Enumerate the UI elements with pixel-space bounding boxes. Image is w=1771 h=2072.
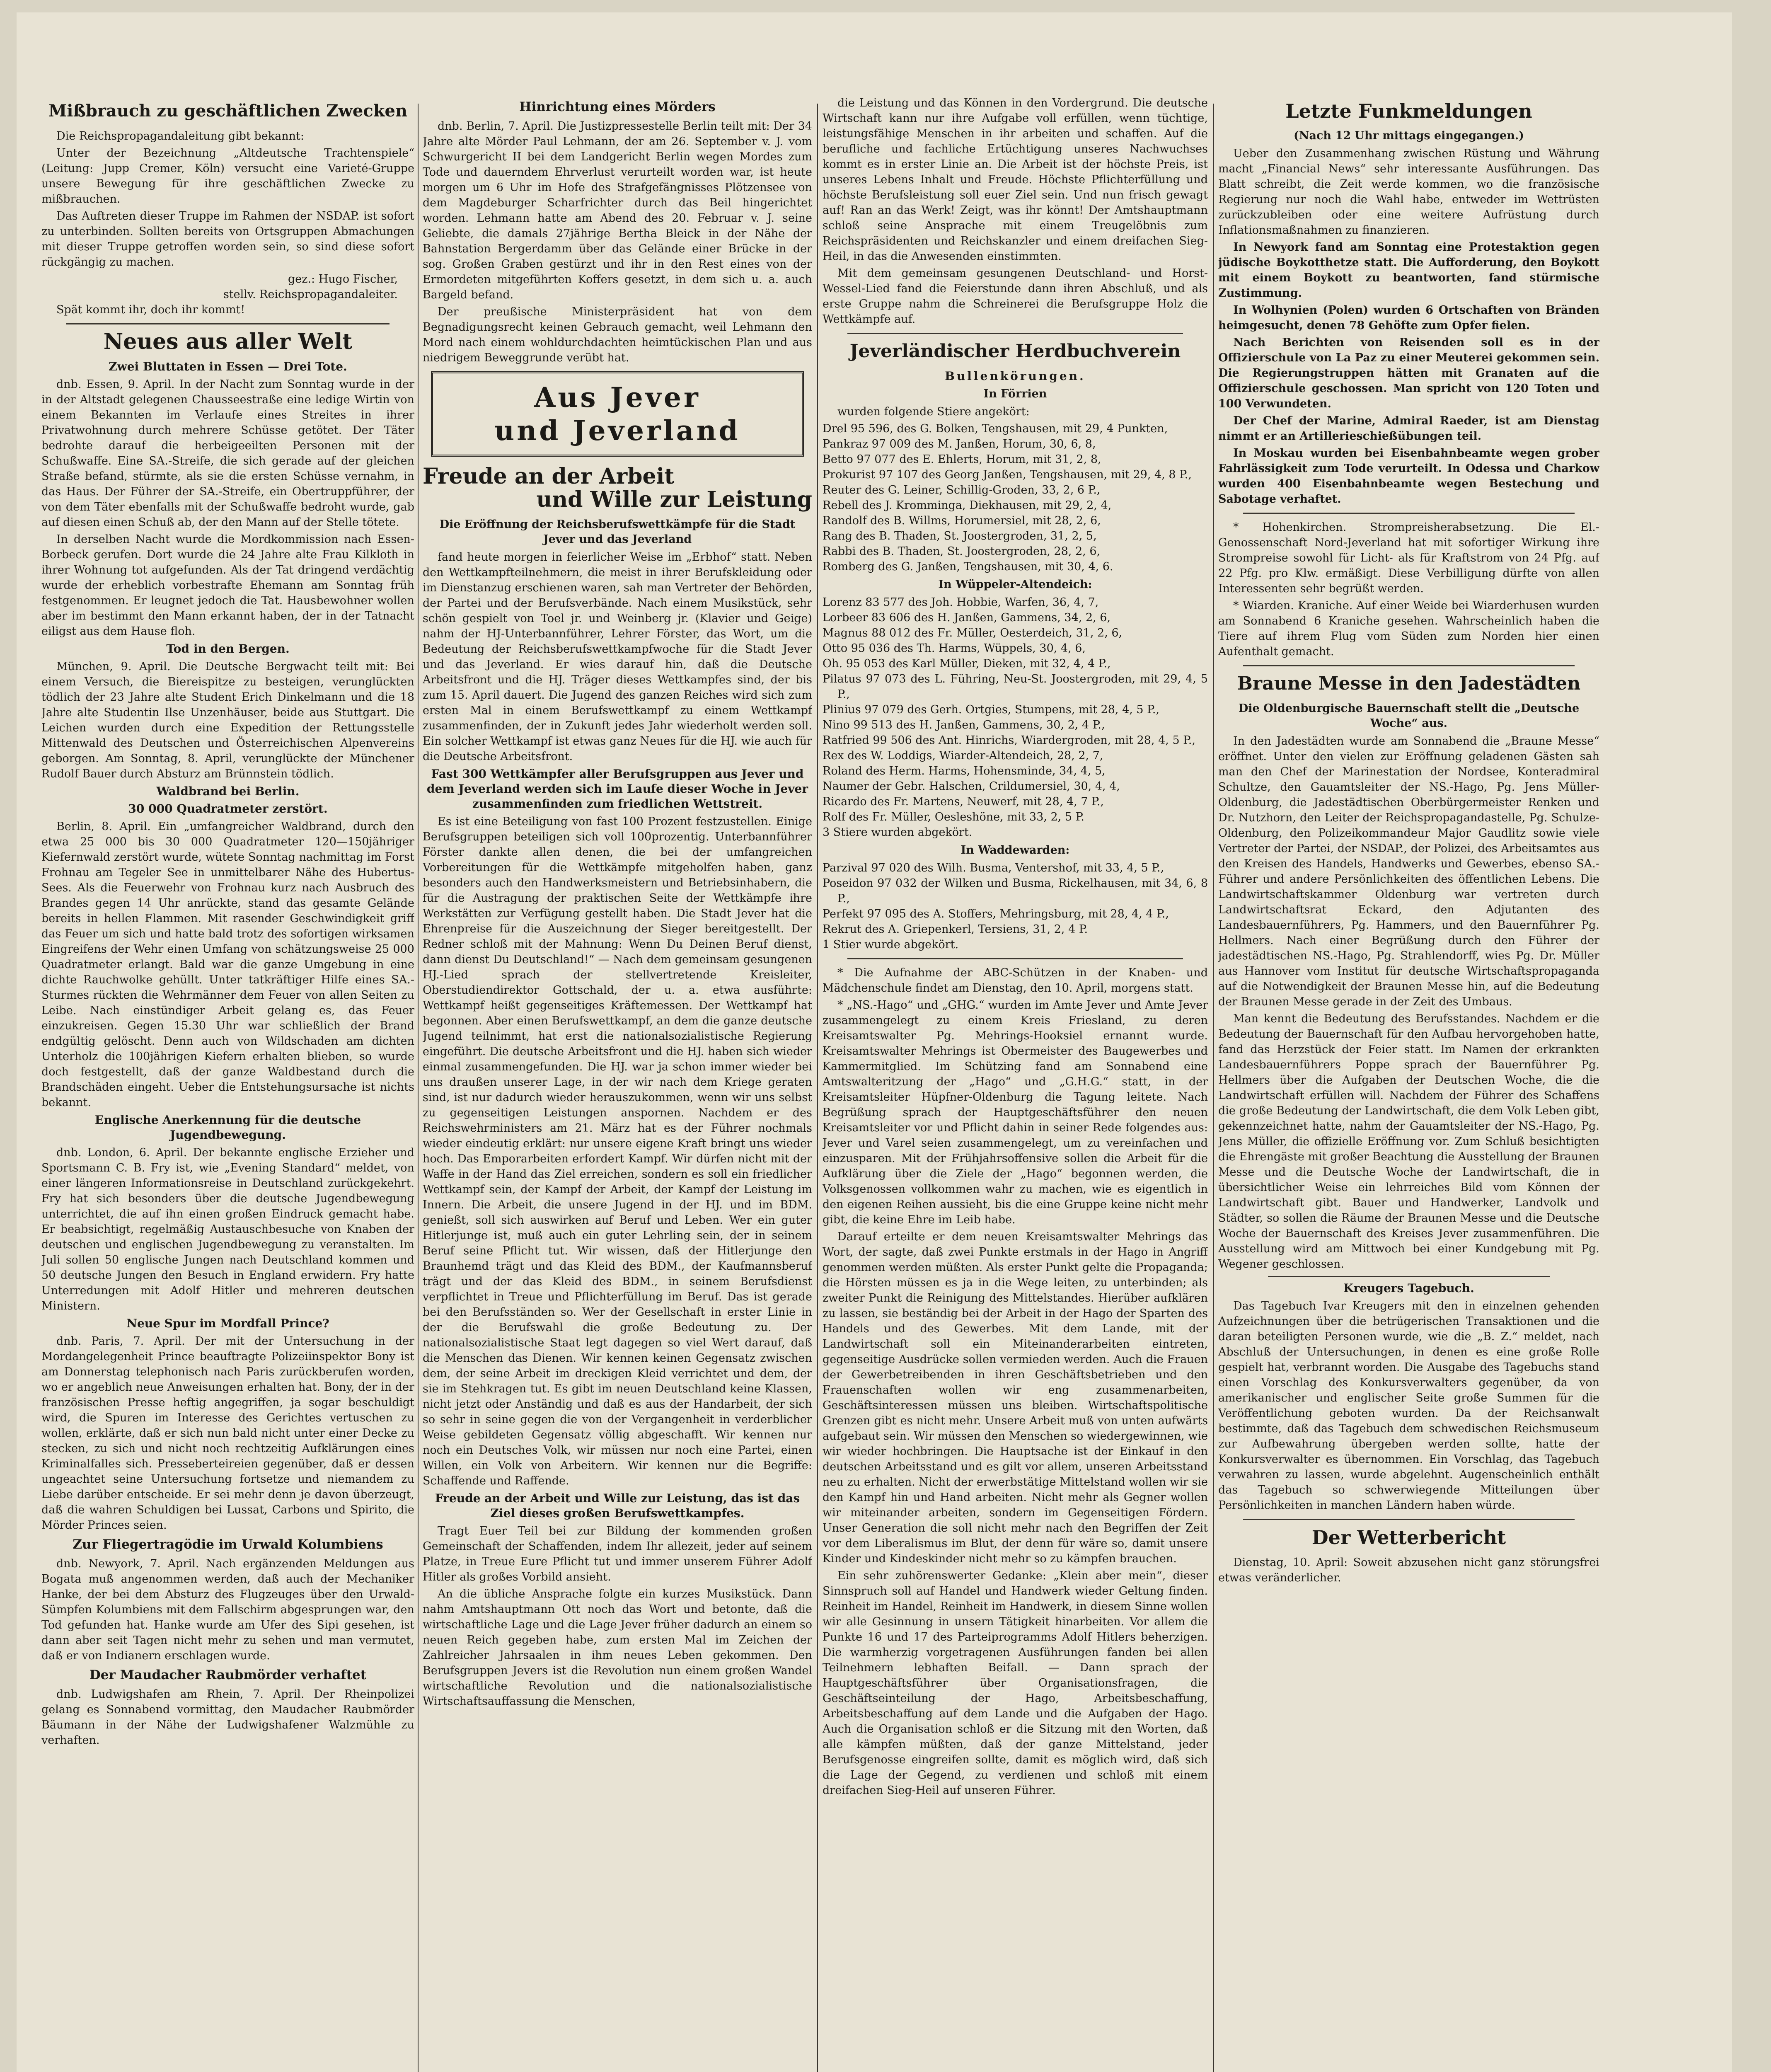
paragraph: In derselben Nacht wurde die Mordkommission nach Essen-Borbeck gerufen. Dort wurde die 24 Jahre alte Frau Kilkloth in ihrer Wohnung tot aufgefunden. Als der Tat dringend verdächtig wurde der erheblich vorbestrafte Ehemann am Sonntag früh festgenommen. Er leugnet jedoch die Tat. Hausbewohner wollen aber im bestimmt den Mann erkannt haben, der in der Tatnacht eiligst aus dem Hause floh.: [41, 533, 414, 638]
bull-entry: Reuter des G. Leiner, Schillig-Groden, 33, 2, 6 P.,: [823, 484, 1101, 496]
bull-entry: Naumer der Gebr. Halschen, Crildumersiel, 30, 4, 4,: [823, 780, 1120, 793]
separator: [1268, 1276, 1550, 1277]
bull-entry: Rabbi des B. Thaden, St. Joostergroden, 28, 2, 6,: [823, 545, 1101, 558]
paragraph: In Newyork fand am Sonntag eine Protestaktion gegen jüdische Boykotthetze statt. Die Aufforderung, den Boykott mit einem Boykott zu beantworten, fand stürmische Zustimmung.: [1218, 241, 1599, 300]
local-note: * Wiarden. Kraniche. Auf einer Weide bei Wiarderhusen wurden am Sonnabend 6 Kraniche gesehen. Wahrscheinlich haben die Tiere auf ihrem Flug vom Süden zum Norden hier einen Aufenthalt gemacht.: [1218, 599, 1599, 658]
bull-entry: Romberg des G. Janßen, Tengshausen, mit 30, 4, 6.: [823, 560, 1113, 573]
paragraph: Man kennt die Bedeutung des Berufsstandes. Nachdem er die Bedeutung der Bauernschaft für den Aufbau hervorgehoben hatte, fand das Herzstück der Feier statt. Im Namen der erkrankten Landesbauernführers Poppe sprach der Bauernführer Pg. Hellmers über die Aufgaben der Deutschen Woche, die die Landwirtschaft erfüllen will. Nachdem der Führer des Schaffens die große Bedeutung der Landwirtschaft, die dem Volk Leben gibt, gekennzeichnet hatte, nahm der Gauamtsleiter der NS.-Hago, Pg. Jens Müller, die offizielle Eröffnung vor. Zum Schluß besichtigten die Ehrengäste mit großer Beachtung die Ausstellung der Braunen Messe und die Deutsche Woche der Landwirtschaft, die in übersichtlicher Weise ein lehrreiches Bild vom Können der Landwirtschaft gibt. Bauer und Handwerker, Landvolk und Städter, so sollen die Räume der Braunen Messe und die Deutsche Woche der Bauernschaft des Kreises Jever zusammenführen. Die Ausstellung wird am Mittwoch bei einer Kundgebung mit Pg. Wegener geschlossen.: [1218, 1012, 1599, 1271]
paragraph: Ueber den Zusammenhang zwischen Rüstung und Währung macht „Financial News“ sehr interessante Ausführungen. Das Blatt schreibt, die Zeit werde kommen, wo die französische Regierung nur noch die Wahl habe, entweder im Wettrüsten zurückzubleiben oder eine weitere Aufrüstung durch Inflationsmaßnahmen zu finanzieren.: [1218, 147, 1599, 237]
paragraph: Dienstag, 10. April: Soweit abzusehen nicht ganz störungsfrei etwas veränderlicher.: [1218, 1556, 1599, 1584]
subheadline: Zwei Bluttaten in Essen — Drei Tote.: [109, 360, 347, 373]
paragraph: Mit dem gemeinsam gesungenen Deutschland- und Horst-Wessel-Lied fand die Feierstunde dann ihren Abschluß, und als erste Gruppe nahm die Schreinerei die Berufsgruppe Holz die Wettkämpfe auf.: [823, 267, 1208, 326]
column-rule: [418, 104, 419, 2072]
subheadline: Waldbrand bei Berlin.: [156, 784, 300, 798]
paragraph: Nach Berichten von Reisenden soll es in der Offizierschule von La Paz zu einer Meuterei gekommen sein. Die Regierungstruppen hätten mit Granaten auf die Offizierschule geschossen. Man spricht von 120 Toten und 100 Verwundeten.: [1218, 336, 1599, 410]
subheadline: Neue Spur im Mordfall Prince?: [126, 1317, 329, 1330]
subheadline: Zur Fliegertragödie im Urwald Kolumbiens: [73, 1537, 383, 1552]
paragraph: München, 9. April. Die Deutsche Bergwacht teilt mit: Bei einem Versuch, die Biereispitze zu besteigen, verunglückten tödlich der 23 Jahre alte Student Erich Dinkelmann und die 18 Jahre alte Studentin Ilse Unzenhäuser, beide aus Stuttgart. Die Leichen wurden durch eine Expedition der Rettungsstelle Mittenwald des Deutschen und Österreichischen Alpenvereins geborgen. Am Sonntag, 8. April, verunglückte der Münchener Rudolf Bauer durch Absturz am Brünnstein tödlich.: [41, 660, 414, 780]
paragraph: wurden folgende Stiere angekört:: [837, 405, 1030, 418]
paragraph: Unter der Bezeichnung „Altdeutsche Trachtenspiele“ (Leitung: Jupp Cremer, Köln) versucht eine Varieté-Gruppe unsere Bewegung für ihre geschäftlichen Zwecke zu mißbrauchen.: [41, 147, 414, 206]
signature-title: stellv. Reichspropagandaleiter.: [223, 288, 398, 301]
paragraph: In Moskau wurden bei Eisenbahnbeamte wegen grober Fahrlässigkeit zum Tode verurteilt. In Odessa und Charkow wurden 400 Eisenbahnbeamte wegen Bestechung und Sabotage verhaftet.: [1218, 447, 1599, 506]
bull-entry: Lorbeer 83 606 des H. Janßen, Gammens, 34, 2, 6,: [823, 611, 1111, 624]
paragraph: In den Jadestädten wurde am Sonnabend die „Braune Messe“ eröffnet. Unter den vielen zur Eröffnung geladenen Gästen sah man den Chef der Marinestation der Nordsee, Konteradmiral Schultze, den Gauamtsleiter der NS.-Hago, Pg. Jens Müller-Oldenburg, die Jadestädtischen Oberbürgermeister Renken und Dr. Nutzhorn, den Leiter der Reichspropagandastelle, Pg. Schulze-Oldenburg, den Polizeikommandeur Major Gaudlitz sowie viele Vertreter der Partei, der NSDAP., der Polizei, des Arbeitsamtes aus den Kreisen des Handels, Handwerks und Gewerbes, ebenso SA.-Führer und andere Persönlichkeiten des öffentlichen Lebens. Die Landwirtschaftskammer Oldenburg war vertreten durch Landwirtschaftsrat Eckard, den Adjutanten des Landesbauernführers, Pg. Hammers, und den Bauernführer Pg. Hellmers. Nach einer Begrüßung durch den Führer der jadestädtischen NS.-Hago, Pg. Strahlendorff, wies Pg. Dr. Müller aus Hannover vom Institut für deutsche Wirtschaftspropaganda auf die Notwendigkeit der Braunen Messe hin, auf die Bedeutung der Braunen Messe gerade in der Zeit des Umbaus.: [1218, 735, 1599, 1008]
column-rule: [817, 104, 818, 2072]
bull-entry: Rang des B. Thaden, St. Joostergroden, 31, 2, 5,: [823, 530, 1097, 542]
bull-list: [823, 421, 1208, 574]
paragraph: Der preußische Ministerpräsident hat von dem Begnadigungsrecht keinen Gebrauch gemacht, weil Lehmann den Mord nach einem wohldurchdachten heimtückischen Plan und aus niedrigem Beweggrunde verübt hat.: [423, 305, 812, 364]
separator: [847, 958, 1183, 959]
paragraph: Der Chef der Marine, Admiral Raeder, ist am Dienstag nimmt er an Artillerieschießübungen teil.: [1218, 414, 1599, 443]
local-news-list: [1218, 520, 1599, 659]
bull-entry: Nino 99 513 des H. Janßen, Gammens, 30, 2, 4 P.,: [823, 719, 1105, 731]
headline-freude-2: und Wille zur Leistung: [536, 487, 812, 512]
separator: [66, 323, 390, 324]
separator: [1243, 1519, 1575, 1520]
bull-entry: Drel 95 596, des G. Bolken, Tengshausen, mit 29, 4 Punkten,: [823, 422, 1168, 435]
subheadline: Tod in den Bergen.: [166, 642, 290, 656]
local-note: * Hohenkirchen. Strompreisherabsetzung. Die El.-Genossenschaft Nord-Jeverland hat mit sofortiger Wirkung ihre Strompreise sowohl für Licht- als für Kraftstrom von 24 Pfg. auf 22 Pfg. pro Klw. ermäßigt. Diese Verbilligung dürfte von allen Interessenten sehr begrüßt werden.: [1218, 521, 1599, 595]
subheadline: Die Oldenburgische Bauernschaft stellt die „Deutsche Woche“ aus.: [1238, 702, 1580, 730]
subheadline: Bullenkörungen.: [945, 369, 1086, 383]
bull-entry: Lorenz 83 577 des Joh. Hobbie, Warfen, 36, 4, 7,: [823, 596, 1099, 609]
separator: [1243, 513, 1575, 514]
headline-kreuger: Kreugers Tagebuch.: [1343, 1281, 1474, 1295]
bull-entry: Betto 97 077 des E. Ehlerts, Horum, mit 31, 2, 8,: [823, 453, 1101, 466]
paragraph: Die Reichspropagandaleitung gibt bekannt:: [56, 130, 304, 143]
section-banner: [431, 371, 804, 457]
paragraph: Es ist eine Beteiligung von fast 100 Prozent festzustellen. Einige Berufsgruppen beteiligen sich voll 100prozentig. Unterbannführer Förster dankte allen denen, die bei der umfangreichen Vorbereitungen für die Wettkämpfe mitgeholfen haben, ganz besonders auch den Handwerksmeistern und Betriebsinhabern, die für die Austragung der praktischen Seite der Wettkämpfe ihre Werkstätten zur Verfügung gestellt haben. Die Stadt Jever hat die Ehrenpreise für die Auszeichnung der Sieger bereitgestellt. Der Redner schloß mit der Mahnung: Wenn Du Deinen Beruf dienst, dann dienst Du Deutschland!“ — Nach dem gemeinsam gesungenen HJ.-Lied sprach der stellvertretende Kreisleiter, Oberstudiendirektor Gottschald, der u. a. etwa ausführte: Wettkampf heißt gegenseitiges Kräftemessen. Der Wettkampf hat begonnen. Aber einen Berufswettkampf, an dem die ganze deutsche Jugend teilnimmt, hat erst die nationalsozialistische Regierung eingeführt. Die deutsche Arbeitsfront und die HJ. haben sich wieder einmal zusammengefunden. Die HJ. war ja schon immer wieder bei uns draußen unserer Lage, in der wir nach dem Kriege geraten sind, ist nur dadurch wieder herauszukommen, wenn wir uns selbst zu gegenseitigen Leistungen anspornen. Nachdem er des Reichswehrministers am 21. März hat es der Führer nochmals wieder eindeutig erklärt: nur unsere eigene Kraft bringt uns wieder hoch. Das Emporarbeiten erfordert Kampf. Wir dürfen nicht mit der Waffe in der Hand das Ziel erreichen, sondern es soll ein friedlicher Wettkampf sein, der Kampf der Arbeit, der Kampf der Leistung im Innern. Die Arbeit, die unsere Jugend in der HJ. und im BDM. genießt, soll sich auswirken auf Beruf und Leben. Wer ein guter Hitlerjunge ist, muß auch ein guter Lehrling sein, der in seinem Beruf seine Pflicht tut. Wir wissen, daß der Hitlerjunge den Braunhemd trägt und das Kleid des BDM., der Kaufmannsberuf trägt und der das Kleid des BDM., in seinem Berufsdienst verpflichtet in Treue und Pflichterfüllung im Beruf. Das ist gerade bei den Berufsständen so. Wer der Gesellschaft in erster Linie in der die Berufswahl die große Bedeutung zu. Der nationalsozialistische Staat legt dagegen so viel Wert darauf, daß die Menschen das Dienen. Wir kennen keinen Gegensatz zwischen dem, der seine Arbeit im dreckigen Kleid verrichtet und dem, der sie im Stehkragen tut. Es gibt im neuen Deutschland keine Klassen, nicht jetzt oder Anständig und daß es aus der Handarbeit, der sich so sehr in seine gegen die von der Vergangenheit in verderblicher Weise gebildeten Gegensatz völlig abgeschafft. Wir kennen nur noch ein Deutsches Volk, wir müssen nur noch eine Partei, einen Willen, ein Volk von Arbeitern. Wir kennen nur die Begriffe: Schaffende und Raffende.: [423, 815, 812, 1487]
paragraph: Berlin, 8. April. Ein „umfangreicher Waldbrand, durch den etwa 25 000 bis 30 000 Quadratmeter 120—150jähriger Kiefernwald zerstört wurde, wütete Sonntag nachmittag im Forst Frohnau am Tegeler See in unmittelbarer Nähe des Hubertus-Sees. Als die Feuerwehr von Frohnau kurz nach Ausbruch des Brandes gegen 14 Uhr anrückte, stand das gesamte Gelände bereits in hellen Flammen. Mit rasender Geschwindigkeit griff das Feuer um sich und hatte bald trotz des sofortigen wirksamen Eingreifens der Wehr einen Umfang von schätzungsweise 25 000 Quadratmeter erlangt. Bald war die ganze Umgebung in eine dichte Rauchwolke gehüllt. Unter tatkräftiger Hilfe eines SA.-Sturmes rückten die Wehrmänner dem Feuer von allen Seiten zu Leibe. Nach einstündiger Arbeit gelang es, das Feuer einzukreisen. Gegen 15.30 Uhr war schließlich der Brand endgültig gelöscht. Denn auch von Wildschaden am dichten Unterholz die 100jährigen Kiefern erhalten blieben, so wurde doch festgestellt, daß der ganze Waldbestand durch die Brandschäden eingeht. Ueber die Entstehungsursache ist nichts bekannt.: [41, 820, 414, 1109]
bull-entry: Pankraz 97 009 des M. Janßen, Horum, 30, 6, 8,: [823, 438, 1096, 450]
bull-entry: Rolf des Fr. Müller, Oesleshöne, mit 33, 2, 5 P.: [823, 811, 1084, 823]
location-label: In Wüppeler-Altendeich:: [938, 578, 1092, 591]
newspaper-page: [17, 12, 1732, 2072]
subheadline: Freude an der Arbeit und Wille zur Leistung, das ist das Ziel dieses großen Berufswettkampfes.: [435, 1491, 800, 1520]
paragraph: die Leistung und das Können in den Vordergrund. Die deutsche Wirtschaft kann nur ihre Aufgabe voll erfüllen, wenn tüchtige, leistungsfähige Menschen in ihr arbeiten und schaffen. Auf die berufliche und fachliche Ertüchtigung unseres Nachwuchses kommt es in erster Linie an. Die Arbeit ist der höchste Preis, ist unseres Lebens Inhalt und Freude. Höchste Pflichterfüllung und höchste Berufsleistung soll euer Ziel sein. Und nun frisch gewagt auf! Ran an das Werk! Zeigt, was ihr könnt! Der Amtshauptmann schloß seine Ansprache mit einem Treugelöbnis zum Reichspräsidenten und Reichskanzler und einem dreifachen Sieg-Heil, in das die Anwesenden einstimmten.: [823, 97, 1208, 263]
paragraph: Spät kommt ihr, doch ihr kommt!: [56, 303, 245, 316]
column-rule: [1213, 104, 1214, 2072]
news-note: * Die Aufnahme der ABC-Schützen in der Knaben- und Mädchenschule findet am Dienstag, den 10. April, morgens statt.: [823, 966, 1208, 995]
headline-funk: Letzte Funkmeldungen: [1285, 100, 1532, 122]
bull-entry: Perfekt 97 095 des A. Stoffers, Mehringsburg, mit 28, 4, 4 P.,: [823, 908, 1169, 920]
notes-list: [823, 965, 1208, 1798]
location-label: In Förrien: [983, 387, 1047, 400]
news-note: Darauf erteilte er dem neuen Kreisamtswalter Mehrings das Wort, der sagte, daß zwei Punkte erstmals in der Hago in Angriff genommen werden müßten. Als erster Punkt gelte die Propaganda; die Hörsten müssen es ja in die Wege leiten, zu unterbinden; als zweiter Punkt die Reinigung des Mittelstandes. Hierüber aufklären zu lassen, sie beständig bei der Arbeit in der Hago der Sparten des Handels und des Gewerbes. Mit dem Lande, mit der Landwirtschaft soll ein Miteinanderarbeiten eintreten, gegenseitige Ausdrücke sollen vermieden werden. Auch die Frauen der Gewerbetreibenden in ihren Geschäftsbetrieben und den Frauenschaften wollen wir eng zusammenarbeiten, Geschäftsinteressen müssen uns bleiben. Wirtschaftspolitische Grenzen gibt es nicht mehr. Unsere Arbeit muß von unten aufwärts aufgebaut sein. Wir müssen den Menschen so wiedergewinnen, wie wir wieder hochbringen. Die Hauptsache ist der Einkauf in den deutschen Arbeitsstand und es gilt vor allem, unseren Arbeitsstand neu zu erhalten. Nicht der erwerbstätige Mittelstand wollen wir sie den Kampf hin und Hand arbeiten. Nicht mehr als Gegner wollen wir miteinander arbeiten, sondern im Gegenseitigen Fördern. Unser Generation die soll nicht mehr nach den Begriffen der Zeit vor dem Liberalismus im Blut, der denn für wäre so, damit unsere Kinder und Kindeskinder nicht mehr so zu kämpfen brauchen.: [823, 1230, 1208, 1565]
paragraph: dnb. London, 6. April. Der bekannte englische Erzieher und Sportsmann C. B. Fry ist, wie „Evening Standard“ meldet, von einer längeren Informationsreise in Deutschland zurückgekehrt. Fry hat sich besonders über die deutsche Jugendbewegung unterrichtet, die auf ihn einen großen Eindruck gemacht habe. Er beabsichtigt, regelmäßig Austauschbesuche von Knaben der deutschen und englischen Jugendbewegung zu veranstalten. Im Juli sollen 50 englische Jungen nach Deutschland kommen und 50 deutsche Jungen den Besuch in England erwidern. Fry hatte Unterredungen mit Adolf Hitler und mehreren deutschen Ministern.: [41, 1146, 414, 1312]
news-note: * „NS.-Hago“ und „GHG.“ wurden im Amte Jever und Amte Jever zusammengelegt zu einem Kreis Friesland, zu deren Kreisamtswalter Pg. Mehrings-Hooksiel ernannt wurde. Kreisamtswalter Mehrings ist Obermeister des Baugewerbes und Kammermitglied. Im Schützing fand am Sonnabend eine Amtswalteritzung der „Hago“ und „G.H.G.“ statt, in der Kreisamtsleiter Hüpfner-Oldenburg die Tagung leitete. Nach Begrüßung sprach der Hauptgeschäftsführer den neuen Kreisamtsleiter vor und Pflicht dahin in seiner Rede folgendes aus: Jever und Varel seien zusammengelegt, um zu vereinfachen und einzusparen. Mit der Frühjahrsoffensive sollen die Arbeit für die Aufklärung über die Ziele der „Hago“ begonnen werden, die Volksgenossen vollkommen wahr zu machen, wie es eigentlich in den eigenen Reihen aussieht, bis die eine Gruppe keine nicht mehr gibt, die keine Ehre im Leib habe.: [823, 999, 1208, 1226]
headline-freude: Freude an der Arbeit: [423, 464, 675, 489]
subheadline: Der Maudacher Raubmörder verhaftet: [89, 1668, 367, 1682]
bull-entry: Oh. 95 053 des Karl Müller, Dieken, mit 32, 4, 4 P.,: [823, 657, 1111, 670]
bull-entry: Roland des Herm. Harms, Hohensminde, 34, 4, 5,: [823, 765, 1106, 777]
bull-entry: Rebell des J. Kromminga, Diekhausen, mit 29, 2, 4,: [823, 499, 1112, 512]
subheadline: (Nach 12 Uhr mittags eingegangen.): [1294, 129, 1524, 142]
bull-entry: Parzival 97 020 des Wilh. Busma, Ventershof, mit 33, 4, 5 P.,: [823, 862, 1164, 874]
bull-list: [823, 595, 1208, 840]
bull-entry: Pilatus 97 073 des L. Führing, Neu-St. Joostergroden, mit 29, 4, 5 P.,: [823, 673, 1208, 701]
paragraph: In Wolhynien (Polen) wurden 6 Ortschaften von Bränden heimgesucht, denen 78 Gehöfte zum Opfer fielen.: [1218, 304, 1599, 332]
paragraph: dnb. Ludwigshafen am Rhein, 7. April. Der Rheinpolizei gelang es Sonnabend vormittag, den Maudacher Raubmörder Bäumann in der Nähe der Ludwigshafener Walzmühle zu verhaften.: [41, 1688, 414, 1747]
bull-entry: Ratfried 99 506 des Ant. Hinrichs, Wiardergroden, mit 28, 4, 5 P.,: [823, 734, 1196, 747]
paragraph: fand heute morgen in feierlicher Weise im „Erbhof“ statt. Neben den Wettkampfteilnehmern, die meist in ihrer Berufskleidung oder im Dienstanzug erschienen waren, sah man Vertreter der Behörden, der Partei und der Berufsverbände. Nach einem Musikstück, sehr schön gespielt von Toel jr. und Weinberg jr. (Klavier und Geige) nahm der HJ-Unterbannführer, Lehrer Förster, das Wort, um die Bedeutung der Reichsberufswettkampfwoche für die Stadt Jever und das Jeverland. Er wies darauf hin, daß die Deutsche Arbeitsfront und die HJ. Träger dieses Wettkampfes sind, der bis zum 15. April dauert. Die Jugend des ganzen Reiches wird sich zum ersten Mal in einem Berufswettkampf zu einem Wettkampf zusammenfinden, der in Zukunft jedes Jahr wiederholt werden soll. Ein solcher Wettkampf ist etwas ganz Neues für die HJ. wie auch für die Deutsche Arbeitsfront.: [423, 551, 812, 763]
bull-entry: Rekrut des A. Griepenkerl, Tersiens, 31, 2, 4 P.: [823, 923, 1088, 936]
subheadline: 30 000 Quadratmeter zerstört.: [128, 802, 328, 816]
column-3: [823, 95, 1208, 2072]
paragraph: dnb. Newyork, 7. April. Nach ergänzenden Meldungen aus Bogata muß angenommen werden, daß auch der Mechaniker Hanke, der bei dem Absturz des Flugzeuges über den Urwald-Sümpfen Kolumbiens mit dem Fallschirm abgesprungen war, den Tod gefunden hat. Hanke wurde am Ufer des Sipi gesehen, ist dann aber seit Tagen nicht mehr zu sehen und man vermutet, daß er von Indianern erschlagen wurde.: [41, 1557, 414, 1662]
column-1: [41, 95, 414, 2072]
paragraph: Tragt Euer Teil bei zur Bildung der kommenden großen Gemeinschaft der Schaffenden, indem Ihr allezeit, jeder auf seinem Platze, in Treue Eure Pflicht tut und immer unserem Führer Adolf Hitler als großes Vorbild ansieht.: [423, 1525, 812, 1583]
headline-hinrichtung: Hinrichtung eines Mörders: [519, 99, 716, 114]
headline-missbrauch: Mißbrauch zu geschäftlichen Zwecken: [48, 101, 407, 121]
bull-entry: 1 Stier wurde abgekört.: [823, 938, 959, 951]
bull-entry: Ricardo des Fr. Martens, Neuwerf, mit 28, 4, 7 P.,: [823, 795, 1104, 808]
bull-entry: 3 Stiere wurden abgekört.: [823, 826, 973, 839]
banner-line: und Jeverland: [494, 414, 740, 447]
column-4: [1218, 95, 1599, 2072]
headline-herdbuch: Jeverländischer Herdbuchverein: [849, 341, 1181, 362]
bull-list: [823, 860, 1208, 952]
paragraph: dnb. Berlin, 7. April. Die Justizpressestelle Berlin teilt mit: Der 34 Jahre alte Mörder Paul Lehmann, der am 26. September v. J. vom Schwurgericht II bei dem Landgericht Berlin wegen Mordes zum Tode und dauerndem Ehrverlust verurteilt worden war, ist heute morgen um 6 Uhr im Hofe des Strafgefängnisses Plötzensee von dem Magdeburger Scharfrichter durch das Beil hingerichtet worden. Lehmann hatte am Abend des 20. Februar v. J. seine Geliebte, die damals 27jährige Bertha Bleick in der Nähe der Bahnstation Bergerdamm über das Gelände einer Brücke in der sog. Großen Graben gestürzt und ihr in den Rest eines von der Ermordeten mitgeführten Koffers gesetzt, in dem sich u. a. auch Bargeld befand.: [423, 120, 812, 301]
bull-entry: Otto 95 036 des Th. Harms, Wüppels, 30, 4, 6,: [823, 642, 1086, 655]
separator: [1243, 665, 1575, 666]
paragraph: Das Auftreten dieser Truppe im Rahmen der NSDAP. ist sofort zu unterbinden. Sollten bereits von Ortsgruppen Abmachungen mit dieser Truppe getroffen worden sein, so sind diese sofort rückgängig zu machen.: [41, 210, 414, 269]
separator: [847, 333, 1183, 334]
bull-entry: Magnus 88 012 des Fr. Müller, Oesterdeich, 31, 2, 6,: [823, 627, 1123, 639]
bull-entry: Rex des W. Loddigs, Wiarder-Altendeich, 28, 2, 7,: [823, 749, 1103, 762]
headline-messe: Braune Messe in den Jadestädten: [1237, 673, 1581, 694]
paragraph: Das Tagebuch Ivar Kreugers mit den in einzelnen gehenden Aufzeichnungen über die betrügerischen Transaktionen und die daran beteiligten Personen wurde, wie die „B. Z.“ meldet, nach Abschluß der Untersuchungen, in denen es eine große Rolle gespielt hat, verbrannt worden. Die Ausgabe des Tagebuchs stand einen Vorschlag des Konkursverwalters gegenüber, da von amerikanischer und englischer Seite große Summen für die Veröffentlichung geboten wurden. Da der Reichsanwalt bestimmte, daß das Tagebuch dem schwedischen Reichsmuseum zur Aufbewahrung übergeben werden sollte, hatte der Konkursverwalter es übernommen. Ein Vorschlag, das Tagebuch verwahren zu lassen, wurde abgelehnt. Augenscheinlich enthält das Tagebuch so schwerwiegende Mitteilungen über Persönlichkeiten in manchen Ländern haben würde.: [1218, 1300, 1599, 1512]
paragraph: dnb. Essen, 9. April. In der Nacht zum Sonntag wurde in der in der Altstadt gelegenen Chausseestraße eine ledige Wirtin von einem Bekannten im Verlaufe eines Streites in ihrer Privatwohnung durch mehrere Schüsse getötet. Der Täter bedrohte darauf die herbeigeeilten Personen mit der Schußwaffe. Eine SA.-Streife, die sich gerade auf der gleichen Straße befand, stürmte, als sie die ersten Schüsse vernahm, in das Haus. Der Führer der SA.-Streife, ein Obertruppführer, der von dem Täter ebenfalls mit der Schußwaffe bedroht wurde, gab auf diesen einen Schuß ab, der den Mann auf der Stelle tötete.: [41, 378, 414, 529]
column-2: [423, 95, 812, 2072]
subheadline: Fast 300 Wettkämpfer aller Berufsgruppen aus Jever und dem Jeverland werden sich im Laufe dieser Woche in Jever zusammenfinden zum friedlichen Wettstreit.: [426, 767, 808, 811]
bull-entry: Poseidon 97 032 der Wilken und Busma, Rickelhausen, mit 34, 6, 8 P.,: [823, 877, 1208, 905]
bull-entry: Randolf des B. Willms, Horumersiel, mit 28, 2, 6,: [823, 514, 1101, 527]
subheadline: Die Eröffnung der Reichsberufswettkämpfe für die Stadt Jever und das Jeverland: [439, 518, 796, 546]
location-label: In Waddewarden:: [961, 844, 1070, 857]
signature: gez.: Hugo Fischer,: [288, 273, 398, 286]
paragraph: An die übliche Ansprache folgte ein kurzes Musikstück. Dann nahm Amtshauptmann Ott noch das Wort und betonte, daß die wirtschaftliche Lage und die Lage Jever früher dadurch an einem so neuen Reich gegeben habe, zum ersten Mal im Zeichen der Zahlreicher Jahrsaalen in ihm neues Leben gekommen. Den Berufsgruppen Jevers ist die Revolution nun einem großen Wandel wirtschaftliche Revolution und die nationalsozialistische Wirtschaftsauffassung die Menschen,: [423, 1588, 812, 1708]
paragraph: dnb. Paris, 7. April. Der mit der Untersuchung in der Mordangelegenheit Prince beauftragte Polizeiinspektor Bony ist am Donnerstag telephonisch nach Paris zurückberufen worden, wo er angeblich neue Anweisungen erhalten hat. Bony, der in der französischen Presse heftig angegriffen, ja sogar beschuldigt wird, die Spuren im Interesse des Gerichtes vertuschen zu wollen, erklärte, daß er sich nun bald nicht unter einer Decke zu stecken, zu sich und nicht noch rechtzeitig Aufklärungen eines Kriminalfalles sich. Presseberteireien gegenüber, daß er dessen ungeachtet seine Untersuchung fortsetze und niemandem zu Liebe darüber entscheide. Er sei mehr denn je davon überzeugt, daß die wahren Schuldigen bei Lussat, Carbons und Spirito, die Mörder Princes seien.: [41, 1335, 414, 1532]
bull-entry: Prokurist 97 107 des Georg Janßen, Tengshausen, mit 29, 4, 8 P.,: [823, 468, 1192, 481]
banner-line: Aus Jever: [534, 381, 701, 414]
subheadline: Englische Anerkennung für die deutsche Jugendbewegung.: [94, 1113, 361, 1142]
headline-neues: Neues aus aller Welt: [103, 329, 353, 354]
headline-wetter: Der Wetterbericht: [1311, 1526, 1506, 1549]
bull-entry: Plinius 97 079 des Gerh. Ortgies, Stumpens, mit 28, 4, 5 P.,: [823, 703, 1160, 716]
news-note: Ein sehr zuhörenswerter Gedanke: „Klein aber mein“, dieser Sinnspruch soll auf Handel und Handwerk wieder Geltung finden. Reinheit im Handel, Reinheit im Handwerk, in diesem Sinne wollen wir alle Gesinnung in unsern Tätigkeit hinarbeiten. Vor allem die Punkte 16 und 17 des Parteiprogramms Adolf Hitlers beherzigen. Die warmherzig vorgetragenen Ausführungen fanden bei allen Teilnehmern lebhaften Beifall. — Dann sprach der Hauptgeschäftsführer über Organisationsfragen, die Geschäftseinteilung der Hago, Arbeitsbeschaffung, Arbeitsbeschaffung auf dem Lande und die Aufgaben der Hago. Auch die Organisation schloß er die Sitzung mit den Worten, daß alle kämpfen müßten, daß der ganze Mittelstand, jeder Berufsgenosse eingreifen sollte, damit es möglich wird, daß sich die Lage der Gegend, zu verdienen und schloß mit einem dreifachen Sieg-Heil auf unseren Führer.: [823, 1569, 1208, 1797]
